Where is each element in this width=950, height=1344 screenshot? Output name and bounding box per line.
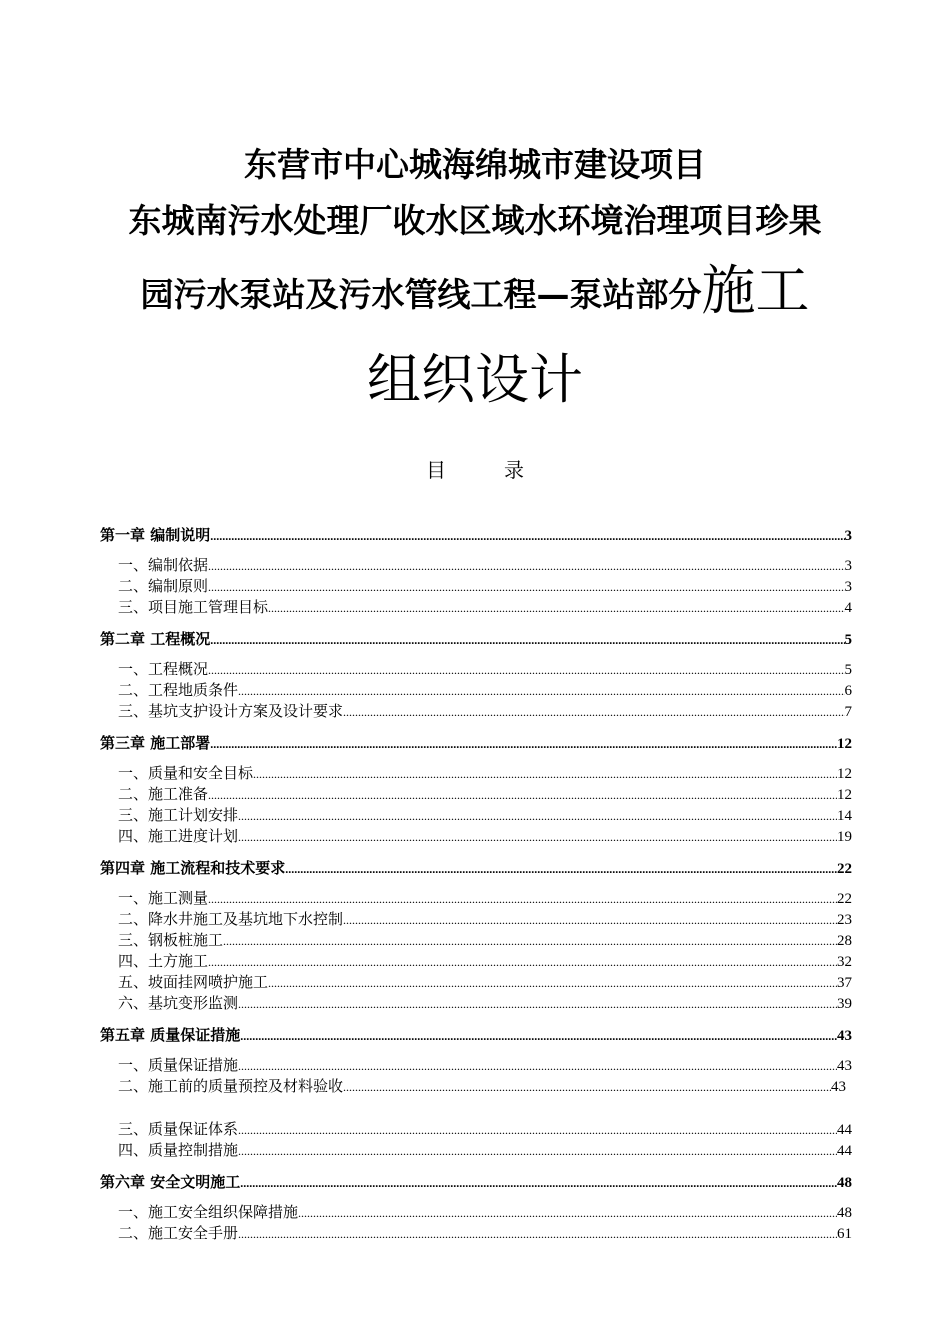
toc-page: 43 [831, 1079, 846, 1095]
toc-label: 第二章 工程概况 [100, 630, 211, 648]
toc-label: 三、钢板桩施工 [118, 931, 224, 949]
toc-section-1-2[interactable] [100, 576, 852, 598]
toc-page: 39 [837, 996, 852, 1012]
toc-page: 14 [837, 808, 852, 824]
toc-page: 12 [837, 766, 852, 782]
title-line-3-big: 施工 [701, 259, 810, 322]
toc-leader [238, 1120, 837, 1141]
toc-page: 5 [844, 632, 852, 648]
toc-section-4-1[interactable] [100, 888, 852, 910]
title-line-3-main: 园污水泵站及污水管线工程—泵站部分 [140, 275, 702, 314]
toc-label: 三、基坑支护设计方案及设计要求 [118, 702, 344, 720]
toc-page: 48 [837, 1175, 852, 1191]
toc-leader [210, 630, 844, 650]
toc-label: 二、编制原则 [118, 577, 209, 595]
toc-section-4-2[interactable] [100, 909, 852, 931]
toc-leader [238, 827, 837, 848]
toc-section-2-1[interactable] [100, 659, 852, 681]
toc-label: 第五章 质量保证措施 [100, 1026, 241, 1044]
toc-leader [208, 889, 837, 910]
toc-heading-left: 目 [426, 458, 446, 482]
toc-page: 19 [837, 829, 852, 845]
toc-label: 四、施工进度计划 [118, 827, 239, 845]
toc-leader [210, 734, 837, 754]
toc-leader [208, 660, 844, 681]
toc-page: 23 [837, 912, 852, 928]
title-line-3 [0, 259, 950, 324]
toc-leader [238, 1224, 837, 1245]
toc-page: 12 [837, 787, 852, 803]
toc-section-5-1[interactable] [100, 1055, 852, 1077]
toc-section-2-3[interactable] [100, 701, 852, 723]
toc-heading-right: 录 [504, 458, 524, 482]
toc-heading [0, 456, 950, 484]
toc-page: 6 [844, 683, 852, 699]
toc-label: 第六章 安全文明施工 [100, 1173, 241, 1191]
toc-leader [238, 681, 844, 702]
toc-label: 第四章 施工流程和技术要求 [100, 859, 286, 877]
toc-label: 三、质量保证体系 [118, 1120, 239, 1138]
toc-page: 44 [837, 1143, 852, 1159]
toc-chapter-3[interactable] [100, 733, 852, 754]
toc-label: 一、质量保证措施 [118, 1056, 239, 1074]
toc-section-3-2[interactable] [100, 784, 852, 806]
toc-label: 四、土方施工 [118, 952, 209, 970]
toc-page: 37 [837, 975, 852, 991]
toc-chapter-1[interactable] [100, 525, 852, 546]
toc-label: 第一章 编制说明 [100, 526, 211, 544]
toc-section-3-3[interactable] [100, 805, 852, 827]
toc-page: 22 [837, 861, 852, 877]
toc-page: 32 [837, 954, 852, 970]
toc-leader [210, 526, 844, 546]
toc-leader [238, 1141, 837, 1162]
toc-section-1-3[interactable] [100, 597, 852, 619]
title-line-2: 东城南污水处理厂收水区域水环境治理项目珍果 [128, 201, 822, 240]
toc-label: 第三章 施工部署 [100, 734, 211, 752]
toc-leader [268, 973, 837, 994]
toc-leader [208, 785, 837, 806]
toc-page: 43 [837, 1028, 852, 1044]
title-line-1: 东营市中心城海绵城市建设项目 [244, 145, 706, 184]
toc-leader [208, 577, 844, 598]
toc-label: 一、编制依据 [118, 556, 209, 574]
toc-label: 三、项目施工管理目标 [118, 598, 269, 616]
toc-page: 48 [837, 1205, 852, 1221]
toc-chapter-4[interactable] [100, 858, 852, 879]
toc-section-3-4[interactable] [100, 826, 852, 848]
toc-section-4-5[interactable] [100, 972, 852, 994]
toc-leader [238, 994, 837, 1015]
toc-section-3-1[interactable] [100, 763, 852, 785]
toc-chapter-5[interactable] [100, 1025, 852, 1046]
toc-label: 二、施工安全手册 [118, 1224, 239, 1242]
toc-label: 二、工程地质条件 [118, 681, 239, 699]
toc-leader [343, 1077, 831, 1098]
toc-section-5-3[interactable] [100, 1119, 852, 1141]
toc-chapter-2[interactable] [100, 629, 852, 650]
toc-leader [343, 910, 837, 931]
toc-leader [223, 931, 837, 952]
toc-page: 22 [837, 891, 852, 907]
toc-section-4-4[interactable] [100, 951, 852, 973]
toc-page: 12 [837, 736, 852, 752]
toc-leader [268, 598, 844, 619]
toc-label: 二、施工准备 [118, 785, 209, 803]
toc-page: 3 [844, 579, 852, 595]
toc-leader [343, 702, 844, 723]
toc-leader [240, 1026, 837, 1046]
toc-label: 一、工程概况 [118, 660, 209, 678]
toc-leader [298, 1203, 837, 1224]
toc-label: 一、施工测量 [118, 889, 209, 907]
toc-section-6-1[interactable] [100, 1202, 852, 1224]
toc-leader [285, 859, 837, 879]
toc-section-5-4[interactable] [100, 1140, 852, 1162]
toc-section-1-1[interactable] [100, 555, 852, 577]
toc-chapter-6[interactable] [100, 1172, 852, 1193]
toc-leader [253, 764, 837, 785]
toc-section-6-2[interactable] [100, 1223, 852, 1245]
toc-page: 44 [837, 1122, 852, 1138]
toc-page: 7 [844, 704, 852, 720]
toc-page: 61 [837, 1226, 852, 1242]
toc-section-2-2[interactable] [100, 680, 852, 702]
toc-label: 四、质量控制措施 [118, 1141, 239, 1159]
toc-leader [238, 1056, 837, 1077]
toc-page: 3 [844, 558, 852, 574]
toc-page: 28 [837, 933, 852, 949]
toc-section-4-3[interactable] [100, 930, 852, 952]
toc-leader [208, 556, 844, 577]
toc-leader [238, 806, 837, 827]
toc-section-5-2[interactable] [100, 1076, 846, 1098]
toc-leader [208, 952, 837, 973]
toc-section-4-6[interactable] [100, 993, 852, 1015]
toc-page: 4 [844, 600, 852, 616]
toc-label: 二、施工前的质量预控及材料验收 [118, 1077, 344, 1095]
toc-page: 43 [837, 1058, 852, 1074]
toc-label: 一、质量和安全目标 [118, 764, 254, 782]
toc-label: 五、坡面挂网喷护施工 [118, 973, 269, 991]
toc-label: 三、施工计划安排 [118, 806, 239, 824]
toc-label: 二、降水井施工及基坑地下水控制 [118, 910, 344, 928]
toc-page: 3 [844, 528, 852, 544]
toc-leader [240, 1173, 837, 1193]
toc-label: 一、施工安全组织保障措施 [118, 1203, 299, 1221]
toc-label: 六、基坑变形监测 [118, 994, 239, 1012]
toc-page: 5 [844, 662, 852, 678]
title-line-4: 组织设计 [367, 348, 583, 411]
